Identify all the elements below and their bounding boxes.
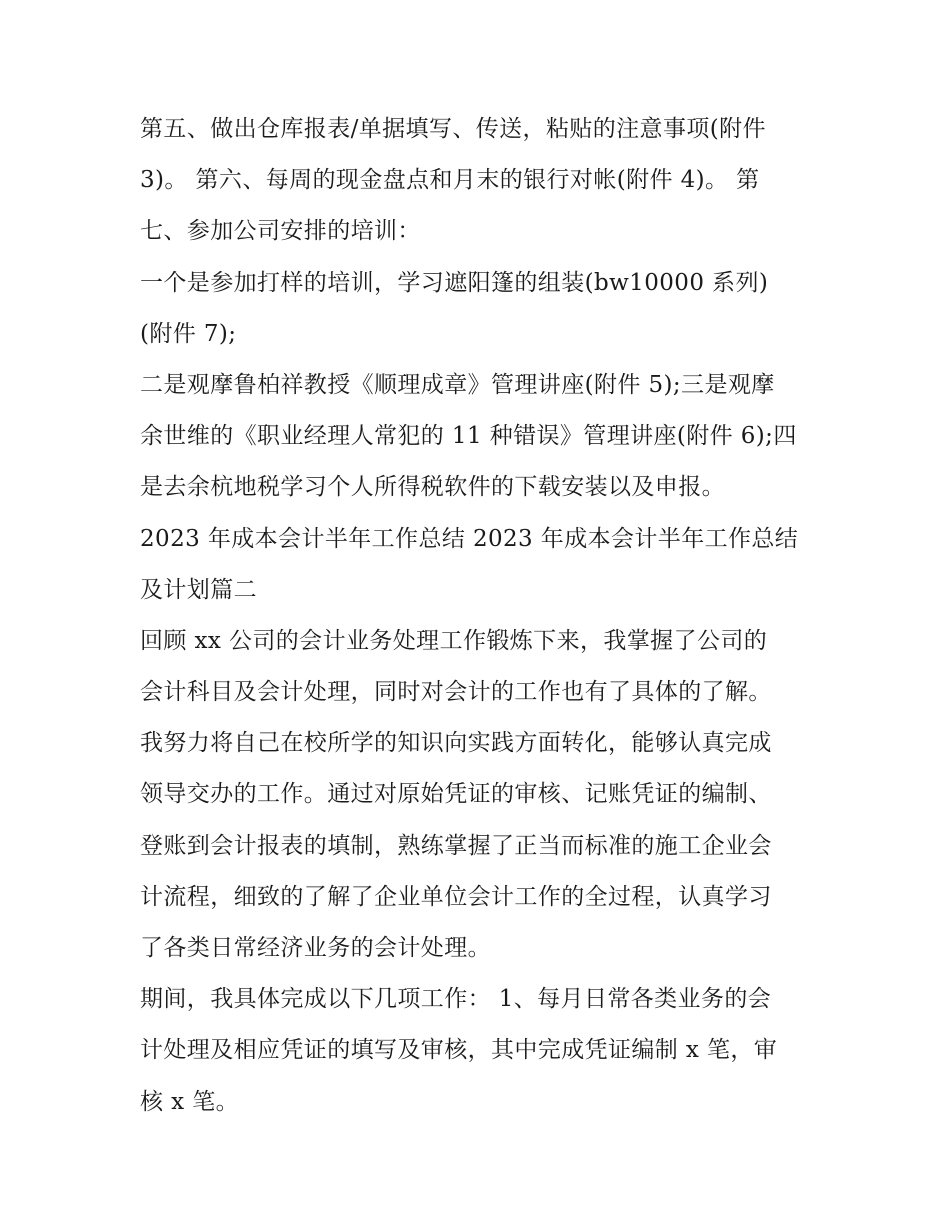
document-body (140, 104, 820, 1128)
section-heading-line: 2023 年成本会计半年工作总结 2023 年成本会计半年工作总结 (140, 525, 799, 552)
text-line: 一个是参加打样的培训，学习遮阳篷的组装(bw10000 系列) (140, 269, 769, 296)
text-line: 计流程，细致的了解了企业单位会计工作的全过程，认真学习 (140, 883, 772, 910)
text-line: 会计科目及会计处理，同时对会计的工作也有了具体的了解。 (140, 679, 772, 706)
text-line: 我努力将自己在校所学的知识向实践方面转化，能够认真完成 (140, 730, 772, 757)
text-line: 期间，我具体完成以下几项工作： 1、每月日常各类业务的会 (140, 986, 772, 1013)
text-line: 领导交办的工作。通过对原始凭证的审核、记账凭证的编制、 (140, 781, 772, 808)
section-heading-line: 及计划篇二 (140, 576, 257, 603)
text-line: 七、参加公司安排的培训： (140, 218, 421, 245)
text-line: 余世维的《职业经理人常犯的 11 种错误》管理讲座(附件 6);四 (140, 423, 797, 450)
text-line: 第五、做出仓库报表/单据填写、传送，粘贴的注意事项(附件 (140, 116, 766, 142)
text-line: (附件 7); (140, 320, 237, 347)
text-line: 计处理及相应凭证的填写及审核，其中完成凭证编制 x 笔，审 (140, 1037, 778, 1064)
text-line: 了各类日常经济业务的会计处理。 (140, 935, 491, 961)
text-line: 登账到会计报表的填制，熟练掌握了正当而标准的施工企业会 (140, 832, 772, 859)
text-line: 核 x 笔。 (140, 1088, 239, 1115)
text-line: 二是观摩鲁柏祥教授《顺理成章》管理讲座(附件 5);三是观摩 (140, 371, 775, 398)
text-line: 是去余杭地税学习个人所得税软件的下载安装以及申报。 (140, 474, 725, 501)
text-line: 回顾 xx 公司的会计业务处理工作锻炼下来，我掌握了公司的 (140, 627, 768, 654)
text-line: 3)。 第六、每周的现金盘点和月末的银行对帐(附件 4)。 第 (140, 167, 760, 194)
